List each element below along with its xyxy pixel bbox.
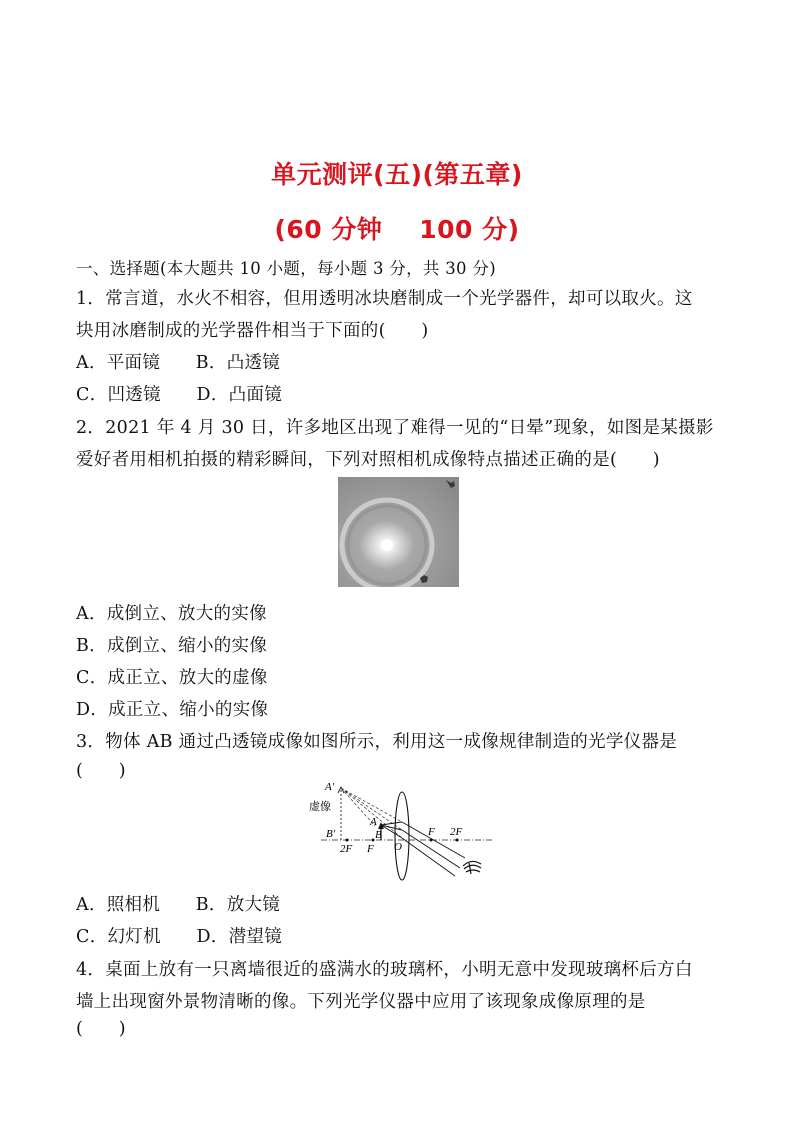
label-b-prime: B′ (326, 828, 336, 840)
eye-icon (463, 861, 481, 874)
label-f-left: F (367, 843, 374, 855)
label-o: O (394, 841, 402, 853)
section-heading: 一、选择题(本大题共 10 小题，每小题 3 分，共 30 分) (76, 259, 496, 278)
question-1-line-1: 1．常言道，水火不相容，但用透明冰块磨制成一个光学器件，却可以取火。这 (76, 289, 693, 309)
label-virtual-image: 虚像 (309, 800, 331, 813)
lens-ray-diagram-svg (305, 778, 495, 882)
convex-lens (395, 792, 409, 880)
question-2-option-c: C．成正立、放大的虚像 (76, 668, 268, 688)
page-title: 单元测评(五)(第五章) (271, 160, 523, 189)
label-a-prime: A′ (325, 781, 335, 793)
label-a: A (370, 816, 377, 828)
sun-halo-photo (338, 477, 459, 587)
question-1-options-cd: C．凹透镜 D．凸面镜 (76, 385, 283, 405)
question-3-line-1: 3．物体 AB 通过凸透镜成像如图所示，利用这一成像规律制造的光学仪器是 (76, 732, 678, 752)
question-4-line-2: 墙上出现窗外景物清晰的像。下列光学仪器中应用了该现象成像原理的是 (76, 992, 646, 1012)
question-2-line-1: 2．2021 年 4 月 30 日，许多地区出现了难得一见的“日晕”现象，如图是某摄影 (76, 418, 714, 438)
page-subtitle: (60 分钟 100 分) (274, 215, 520, 244)
question-3-options-cd: C．幻灯机 D．潜望镜 (76, 927, 283, 947)
question-2-option-d: D．成正立、缩小的实像 (76, 700, 269, 720)
question-4-line-1: 4．桌面上放有一只离墙很近的盛满水的玻璃杯，小明无意中发现玻璃杯后方白 (76, 960, 693, 980)
question-3-options-ab: A．照相机 B．放大镜 (76, 895, 281, 915)
question-2-option-b: B．成倒立、缩小的实像 (76, 636, 268, 656)
label-f-right: F (428, 826, 435, 838)
question-2-line-2: 爱好者用相机拍摄的精彩瞬间，下列对照相机成像特点描述正确的是( ) (76, 450, 660, 470)
label-b: B (375, 829, 382, 841)
label-2f-left: 2F (340, 843, 353, 855)
question-2-option-a: A．成倒立、放大的实像 (76, 604, 267, 624)
label-2f-right: 2F (450, 826, 463, 838)
question-4-line-3: ( ) (76, 1019, 126, 1039)
lens-ray-diagram (305, 778, 495, 882)
question-1-options-ab: A．平面镜 B．凸透镜 (76, 353, 281, 373)
question-3-line-2: ( ) (76, 761, 126, 781)
question-1-line-2: 块用冰磨制成的光学器件相当于下面的( ) (76, 321, 429, 341)
sun-halo-image (338, 477, 459, 587)
